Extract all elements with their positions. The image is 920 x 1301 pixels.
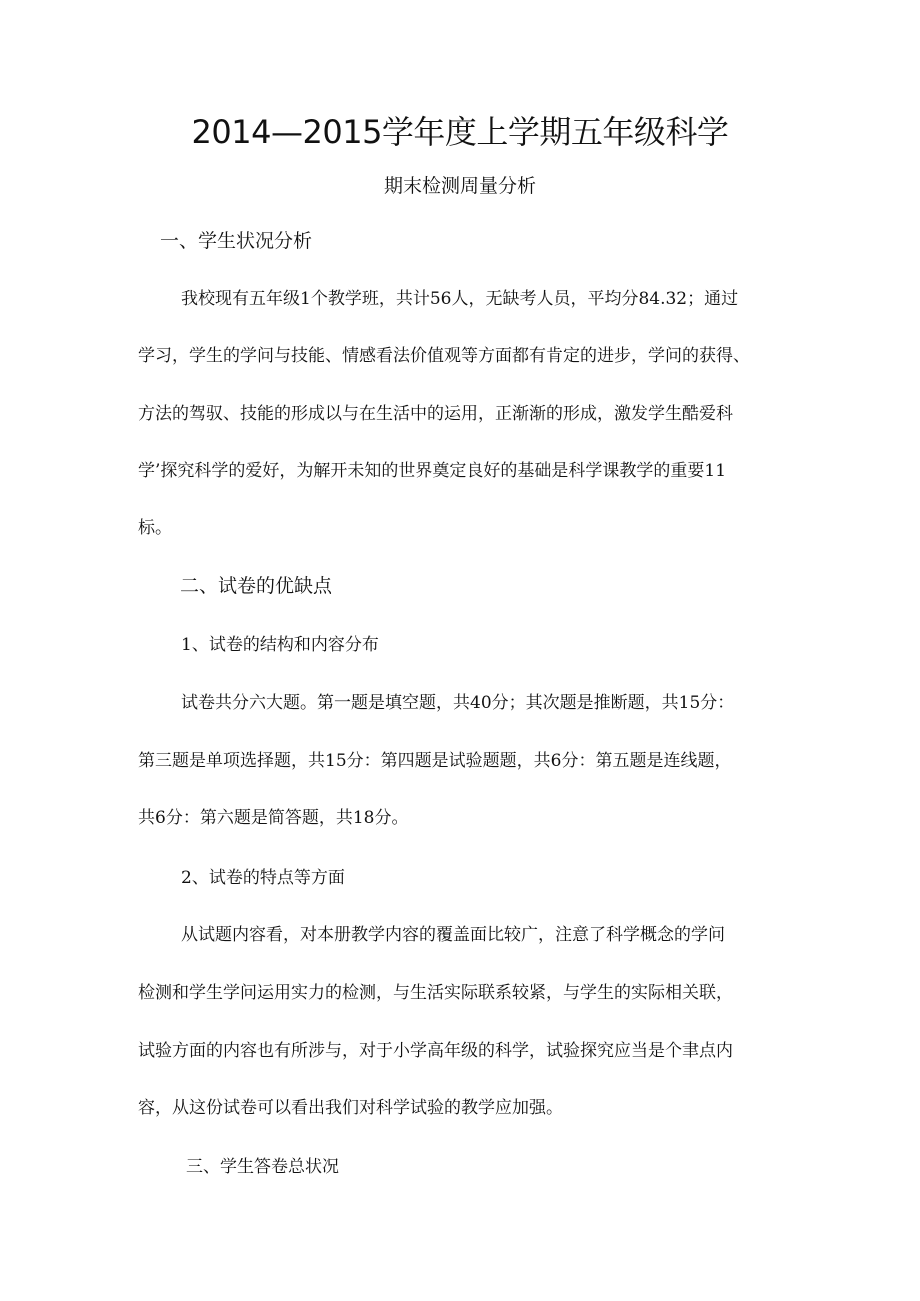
paragraph-line: 学习，学生的学问与技能、情感看法价值观等方面都有肯定的进步，学问的获得、 (138, 346, 750, 366)
paragraph-line: 容，从这份试卷可以看出我们对科学试验的教学应加强。 (138, 1098, 563, 1118)
paragraph-line: 从试题内容看，对本册教学内容的覆盖面比较广，注意了科学概念的学问 (181, 925, 725, 945)
section-heading-student-status: 一、学生状况分析 (160, 230, 313, 252)
document-subtitle: 期末检测周量分析 (383, 175, 536, 197)
section-heading-paper-pros-cons: 二、试卷的优缺点 (180, 575, 333, 597)
paragraph-line: 我校现有五年级1个教学班，共计56人，无缺考人员，平均分84.32；通过 (181, 289, 739, 309)
paragraph-line: 共6分：第六题是简答题，共18分。 (138, 808, 409, 828)
paragraph-line: 标。 (138, 518, 172, 538)
paragraph-line: 方法的驾驭、技能的形成以与在生活中的运用，正渐渐的形成，激发学生酷爱科 (138, 404, 733, 424)
paragraph-line: 第三题是单项选择题，共15分：第四题是试验题题，共6分：第五题是连线题， (138, 751, 732, 771)
section-heading-answer-overview: 三、学生答卷总状况 (186, 1157, 339, 1177)
document-title: 2014—2015学年度上学期五年级科学 (191, 113, 729, 151)
subsection-heading-structure: 1、试卷的结构和内容分布 (181, 635, 379, 655)
paragraph-line: 试验方面的内容也有所涉与，对于小学高年级的科学，试验探究应当是个聿点内 (138, 1041, 733, 1061)
paragraph-line: 学’探究科学的爱好，为解开未知的世界奠定良好的基础是科学课教学的重要11 (138, 461, 727, 481)
paragraph-line: 检测和学生学问运用实力的检测，与生活实际联系较紧，与学生的实际相关联， (138, 983, 733, 1003)
paragraph-line: 试卷共分六大题。第一题是填空题，共40分；其次题是推断题，共15分： (181, 693, 735, 713)
subsection-heading-features: 2、试卷的特点等方面 (181, 868, 345, 888)
